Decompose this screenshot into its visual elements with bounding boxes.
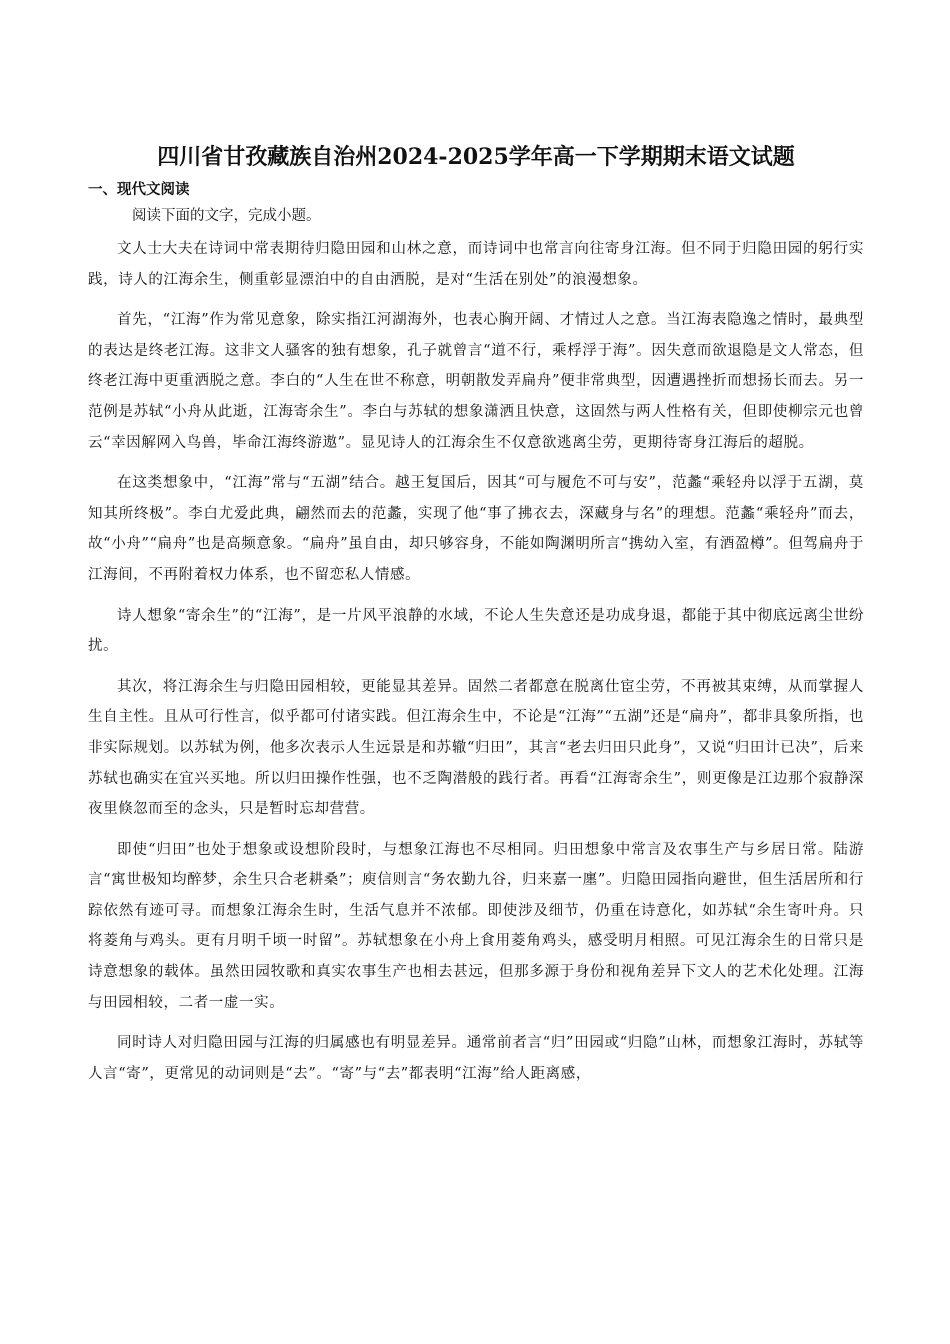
reading-passage [88,234,864,1099]
section-heading: 一、现代文阅读 [88,182,190,198]
passage-paragraph-2: 首先，“江海”作为常见意象，除实指江河湖海外，也表心胸开阔、才情过人之意。当江海表隐逸之情时，最典型的表达是终老江海。这非文人骚客的独有想象，孔子就曾言“道不行，乘桴浮于海”。因失意而欲退隐是文人常态，但终老江海中更重洒脱之意。李白的“人生在世不称意，明朝散发弄扁舟”便非常典型，因遭遇挫折而想扬长而去。另一范例是苏轼“小舟从此逝，江海寄余生”。李白与苏轼的想象潇洒且快意，这固然与两人性格有关，但即使柳宗元也曾云“幸因解网入鸟兽，毕命江海终游遨”。显见诗人的江海余生不仅意欲逃离尘劳，更期待寄身江海后的超脱。 [88,312,864,451]
passage-paragraph-1: 文人士大夫在诗词中常表期待归隐田园和山林之意，而诗词中也常言向往寄身江海。但不同于归隐田园的躬行实践，诗人的江海余生，侧重彰显漂泊中的自由洒脱，是对“生活在别处”的浪漫想象。 [88,241,864,288]
passage-paragraph-5: 其次，将江海余生与归隐田园相较，更能显其差异。固然二者都意在脱离仕宦尘劳，不再被其束缚，从而掌握人生自主性。且从可行性言，似乎都可付诸实践。但江海余生中，不论是“江海”“五湖”还是“扁舟”，都非具象所指，也非实际规划。以苏轼为例，他多次表示人生远景是和苏辙“归田”，其言“老去归田只此身”，又说“归田计已决”，后来苏轼也确实在宜兴买地。所以归田操作性强，也不乏陶潜般的践行者。再看“江海寄余生”，则更像是江边那个寂静深夜里倏忽而至的念头，只是暂时忘却营营。 [88,678,864,818]
passage-paragraph-7: 同时诗人对归隐田园与江海的归属感也有明显差异。通常前者言“归”田园或“归隐”山林，而想象江海时，苏轼等人言“寄”，更常见的动词则是“去”。“寄”与“去”都表明“江海”给人距离感， [88,1035,864,1082]
passage-paragraph-4: 诗人想象“寄余生”的“江海”，是一片风平浪静的水域，不论人生失意还是功成身退，都能于其中彻底远离尘世纷扰。 [88,607,864,655]
passage-paragraph-6: 即使“归田”也处于想象或设想阶段时，与想象江海也不尽相同。归田想象中常言及农事生产与乡居日常。陆游言“寓世极知均醉梦，余生只合老耕桑”；庾信则言“务农勤九谷，归来嘉一廛”。归隐田园指向避世，但生活居所和行踪依然有迹可寻。而想象江海余生时，生活气息并不浓郁。即使涉及细节，仍重在诗意化，如苏轼“余生寄叶舟。只将菱角与鸡头。更有月明千顷一时留”。苏轼想象在小舟上食用菱角鸡头，感受明月相照。可见江海余生的日常只是诗意想象的载体。虽然田园牧歌和真实农事生产也相去甚远，但那多源于身份和视角差异下文人的艺术化处理。江海与田园相较，二者一虚一实。 [88,841,864,1011]
page-title: 四川省甘孜藏族自治州2024-2025学年高一下学期期末语文试题 [157,144,795,170]
reading-instruction: 阅读下面的文字，完成小题。 [132,208,321,224]
passage-paragraph-3: 在这类想象中，“江海”常与“五湖”结合。越王复国后，因其“可与履危不可与安”，范蠡“乘轻舟以浮于五湖，莫知其所终极”。李白尤爱此典，翩然而去的范蠡，实现了他“事了拂衣去，深藏身与名”的理想。范蠡“乘轻舟”而去，故“小舟”“扁舟”也是高频意象。“扁舟”虽自由，却只够容身，不能如陶渊明所言“携幼入室，有酒盈樽”。但驾扁舟于江海间，不再附着权力体系，也不留恋私人情感。 [88,475,864,583]
